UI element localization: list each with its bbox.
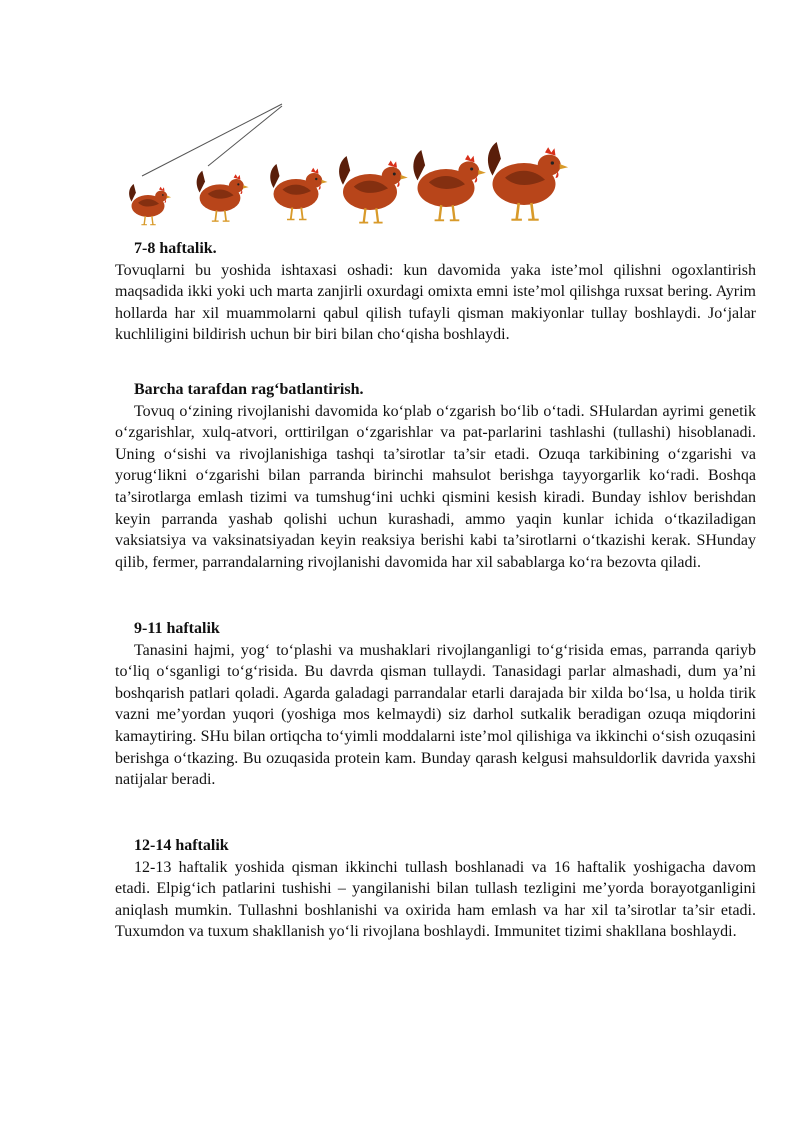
- chicken-icon: [129, 184, 171, 225]
- section-heading: 7-8 haftalik.: [134, 240, 217, 257]
- chicken-icon: [270, 164, 327, 220]
- chicken-growth-stages-icon: [120, 98, 580, 234]
- section-paragraph: Tovuqlarni bu yoshida ishtaxasi oshadi: kun davomida yaka iste’mol qilishni ogoxlantirish maqsadida ikki yoki uch marta zanjirli oxurdagi omixta emni iste’mol qilishga ruxsat bering. Ayrim hollarda har xil muammolarni qabul qilish tufayli qisman makiyonlar tullay boshlaydi. Jo‘jalar kuchliligini bildirish uchun bir biri bilan cho‘qisha boshlaydi.: [115, 261, 756, 344]
- section-heading: Barcha tarafdan rag‘batlantirish.: [134, 381, 364, 398]
- section-paragraph: Tovuq o‘zining rivojlanishi davomida ko‘plab o‘zgarish bo‘lib o‘tadi. SHulardan ayrimi genetik o‘zgarishlar, xulq-atvori, orttirilgan o‘zgarishlar va pat-parlarini tashlashi (tullashi) hisoblanadi. Uning o‘sishi va rivojlanishiga tashqi ta’sirotlar ta’sir etadi. Ozuqa tarkibining o‘zgarishi va yorug‘likni o‘zgarishi bilan parranda birinchi mahsulot berishga tayyorgarlik ko‘radi. Boshqa ta’sirotlarga emlash tizimi va tumshug‘ini uchki qismini kesish kiradi. Bunday ishlov berishdan keyin parranda yashab qolishi uchun kurashadi, ammo yaqin kunlar ichida o‘tkaziladigan vaksiatsiya va vaksinatsiyadan keyin reaksiya berishi kabi ta’sirotlarni o‘tkazishi kerak. SHunday qilib, fermer, parrandalarning rivojlanishi davomida har xil sabablarga ko‘ra bezovta qiladi.: [115, 402, 756, 571]
- section-heading: 12-14 haftalik: [134, 837, 229, 854]
- section-stimulation: [115, 379, 756, 573]
- section-7-8: [115, 238, 756, 346]
- section-heading: 9-11 haftalik: [134, 620, 220, 637]
- section-12-14: [115, 835, 756, 943]
- chicken-icon: [413, 150, 486, 220]
- section-9-11: [115, 618, 756, 791]
- chicken-icon: [197, 171, 249, 221]
- section-paragraph: 12-13 haftalik yoshida qisman ikkinchi tullash boshlanadi va 16 haftalik yoshigacha davom etadi. Elpig‘ich patlarini tushishi – yangilanishi bilan tullash tezligini me’yorda borayotganligini aniqlash mumkin. Tullashni boshlanishi va oxirida ham emlash va har xil ta’sirotlar ta’sir etadi. Tuxumdon va tuxum shakllanish yo‘li rivojlana boshlaydi. Immunitet tizimi shakllana boshlaydi.: [115, 858, 756, 941]
- section-paragraph: Tanasini hajmi, yog‘ to‘plashi va mushaklari rivojlanganligi to‘g‘risida emas, parranda qariyb to‘liq o‘sganligi to‘g‘risida. Bu davrda qisman tullaydi. Tanasidagi parlar almashadi, dum ya’ni boshqarish patlari qoladi. Agarda galadagi parrandalar etarli darajada bir xilda bo‘lsa, u holda tirik vazni me’yordan yuqori (yoshiga mos kelmaydi) siz darhol sutkalik beradigan ozuqa miqdorini kamaytiring. SHu bilan ortiqcha to‘yimli moddalarni iste’mol qilishiga va ikkinchi o‘sish ozuqasini berishga o‘tkazing. Bu ozuqasida protein kam. Bunday qarash kelgusi mahsuldorlik davrida yaxshi natijalar beradi.: [115, 641, 756, 789]
- pointer-lines: [142, 104, 282, 176]
- chicken-icon: [488, 142, 568, 220]
- chicken-icon: [339, 156, 408, 223]
